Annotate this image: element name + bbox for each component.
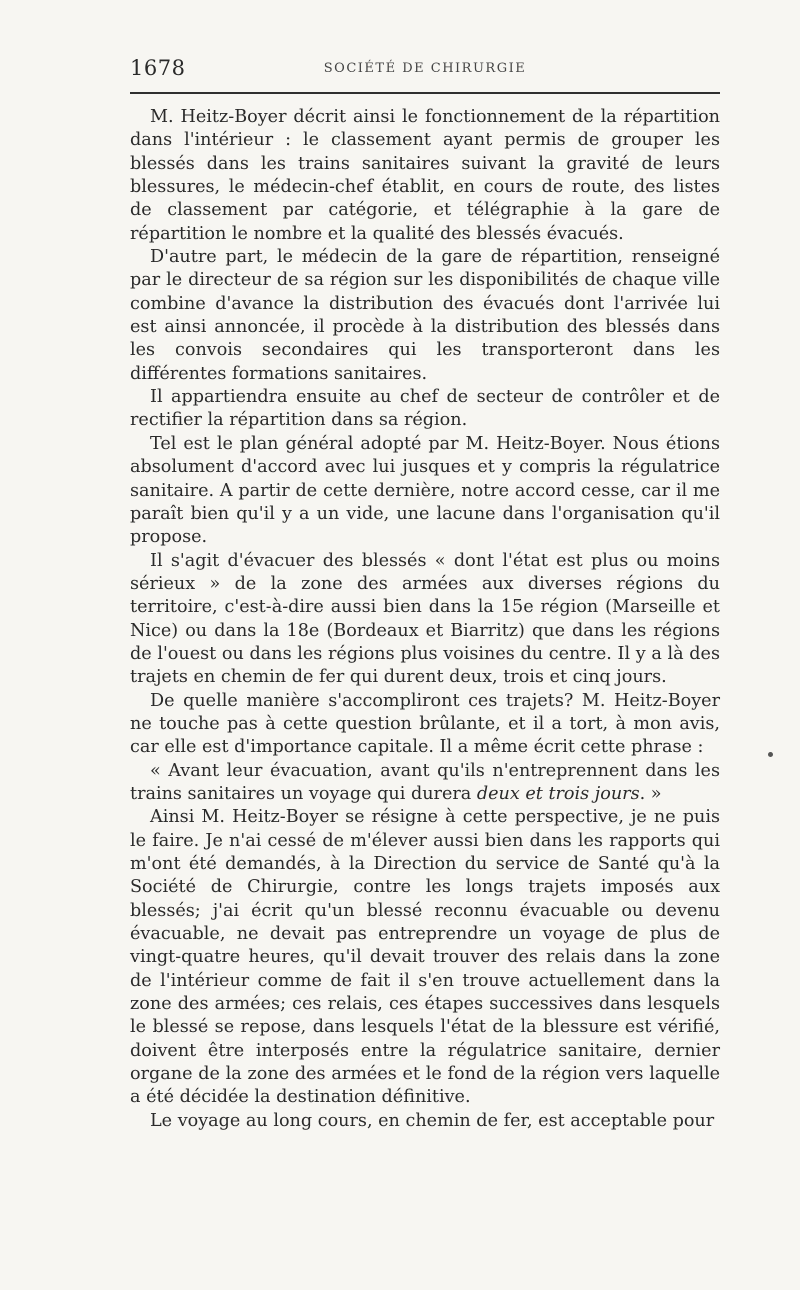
- paragraph: De quelle manière s'accompliront ces trajets? M. Heitz-Boyer ne touche pas à cette question brûlante, et il a tort, à mon avis, car elle est d'importance capitale. Il a même écrit cette phrase :: [130, 690, 720, 758]
- page-number: 1678: [130, 56, 186, 80]
- paragraph: Ainsi M. Heitz-Boyer se résigne à cette perspective, je ne puis le faire. Je n'ai cessé de m'élever aussi bien dans les rapports qui m'ont été demandés, à la Direction du service de Santé qu'à la Société de Chirurgie, contre les longs trajets imposés aux blessés; j'ai écrit qu'un blessé reconnu évacuable ou devenu évacuable, ne devait pas entreprendre un voyage de plus de vingt-quatre heures, qu'il devait trouver des relais dans la zone de l'intérieur comme de fait il s'en trouve actuellement dans la zone des armées; ces relais, ces étapes successives dans lesquels le blessé se repose, dans lesquels l'état de la blessure est vérifié, doivent être interposés entre la régulatrice sanitaire, dernier organe de la zone des armées et le fond de la région vers laquelle a été décidée la destination définitive.: [130, 807, 720, 1108]
- page-header: [130, 52, 720, 84]
- margin-mark: [768, 752, 773, 757]
- paragraph: Tel est le plan général adopté par M. Heitz-Boyer. Nous étions absolument d'accord avec lui jusques et y compris la régulatrice sanitaire. A partir de cette dernière, notre accord cesse, car il me paraît bien qu'il y a un vide, une lacune dans l'organisation qu'il propose.: [130, 433, 720, 548]
- paragraph: Le voyage au long cours, en chemin de fer, est acceptable pour: [150, 1110, 715, 1131]
- paragraph: M. Heitz-Boyer décrit ainsi le fonctionnement de la répartition dans l'intérieur : le classement ayant permis de grouper les blessés dans les trains sanitaires suivant la gravité de leurs blessures, le médecin-chef établit, en cours de route, des listes de classement par catégorie, et télégraphie à la gare de répartition le nombre et la qualité des blessés évacués.: [130, 107, 720, 244]
- running-head: SOCIÉTÉ DE CHIRURGIE: [323, 61, 527, 76]
- header-rule: [130, 92, 720, 94]
- quote-italic: deux et trois jours: [476, 783, 640, 804]
- quote-close: . »: [639, 783, 662, 804]
- quote-text: « Avant leur évacuation, avant qu'ils n'entreprennent dans les trains sanitaires un voyage qui durera: [130, 760, 720, 804]
- paragraph: Il appartiendra ensuite au chef de secteur de contrôler et de rectifier la répartition dans sa région.: [130, 387, 720, 431]
- quote-paragraph: [130, 760, 720, 807]
- body-text: [130, 106, 720, 1133]
- book-page: [130, 52, 720, 1133]
- paragraph: D'autre part, le médecin de la gare de répartition, renseigné par le directeur de sa région sur les disponibilités de chaque ville combine d'avance la distribution des évacués dont l'arrivée lui est ainsi annoncée, il procède à la distribution des blessés dans les convois secondaires qui les transporteront dans les différentes formations sanitaires.: [130, 247, 720, 384]
- paragraph: Il s'agit d'évacuer des blessés « dont l'état est plus ou moins sérieux » de la zone des armées aux diverses régions du territoire, c'est-à-dire aussi bien dans la 15e région (Marseille et Nice) ou dans la 18e (Bordeaux et Biarritz) que dans les régions de l'ouest ou dans les régions plus voisines du centre. Il y a là des trajets en chemin de fer qui durent deux, trois et cinq jours.: [130, 550, 720, 688]
